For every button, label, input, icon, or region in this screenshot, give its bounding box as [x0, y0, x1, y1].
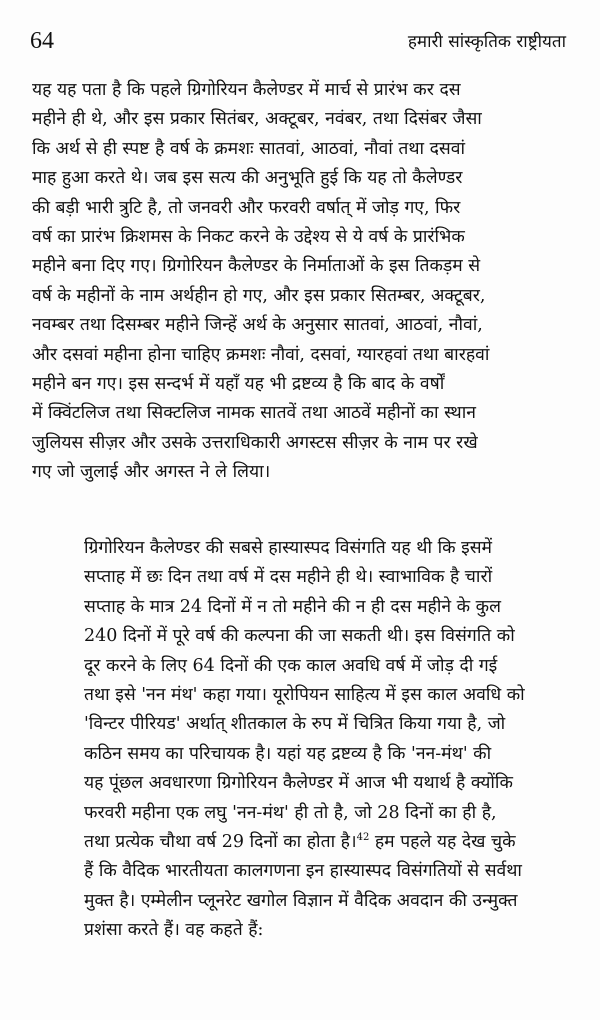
text-line: प्रशंसा करते हैं। वह कहते हैं:	[84, 920, 264, 941]
text-line: कि अर्थ से ही स्पष्ट है वर्ष के क्रमशः सातवां, आठवां, नौवां तथा दसवां	[32, 138, 466, 159]
text-line: कठिन समय का परिचायक है। यहां यह द्रष्टव्य है कि 'नन-मंथ' की	[84, 743, 492, 764]
text-line-with-footnote	[32, 828, 568, 857]
text-segment: हम पहले यह देख चुके	[369, 832, 516, 853]
text-line: वर्ष का प्रारंभ क्रिशमस के निकट करने के उद्देश्य से ये वर्ष के प्रारंभिक	[32, 227, 465, 248]
text-line: जुलियस सीज़र और उसके उत्तराधिकारी अगस्टस सीज़र के नाम पर रखे	[32, 432, 478, 453]
text-line: महीने ही थे, और इस प्रकार सितंबर, अक्टूबर, नवंबर, तथा दिसंबर जैसा	[32, 109, 482, 130]
text-line: और दसवां महीना होना चाहिए क्रमशः नौवां, दसवां, ग्यारहवां तथा बारहवां	[32, 344, 490, 365]
text-line: ग्रिगोरियन कैलेण्डर की सबसे हास्यास्पद विसंगति यह थी कि इसमें	[84, 538, 492, 558]
text-segment: तथा प्रत्येक चौथा वर्ष 29 दिनों का होता है।	[84, 832, 357, 853]
text-line: दूर करने के लिए 64 दिनों की एक काल अवधि वर्ष में जोड़ दी गई	[84, 655, 498, 676]
text-line: वर्ष के महीनों के नाम अर्थहीन हो गए, और इस प्रकार सितम्बर, अक्टूबर,	[32, 285, 486, 306]
text-line: नवम्बर तथा दिसम्बर महीने जिन्हें अर्थ के अनुसार सातवां, आठवां, नौवां,	[32, 315, 483, 336]
text-line: में क्विंटलिज तथा सिक्टलिज नामक सातवें तथा आठवें महीनों का स्थान	[32, 403, 476, 424]
text-line: सप्ताह के मात्र 24 दिनों में न तो महीने की न ही दस महीने के कुल	[84, 596, 501, 617]
text-line: की बड़ी भारी त्रुटि है, तो जनवरी और फरवरी वर्षात् में जोड़ गए, फिर	[32, 197, 461, 218]
text-line: तथा इसे 'नन मंथ' कहा गया। यूरोपियन साहित्य में इस काल अवधि को	[84, 685, 525, 706]
page-number: 64	[30, 28, 54, 54]
text-line: महीने बन गए। इस सन्दर्भ में यहाँ यह भी द्रष्टव्य है कि बाद के वर्षों	[32, 374, 445, 395]
running-title: हमारी सांस्कृतिक राष्ट्रीयता	[407, 32, 566, 52]
text-line: मुक्त है। एम्मेलीन प्लूनरेट खगोल विज्ञान में वैदिक अवदान की उन्मुक्त	[84, 890, 518, 911]
text-line: फरवरी महीना एक लघु 'नन-मंथ' ही तो है, जो 28 दिनों का ही है,	[84, 802, 497, 823]
paragraph-1	[32, 76, 568, 488]
text-line: माह हुआ करते थे। जब इस सत्य की अनुभूति हुई कि यह तो कैलेण्डर	[32, 168, 463, 189]
text-line: 'विन्टर पीरियड' अर्थात् शीतकाल के रुप में चित्रित किया गया है, जो	[84, 714, 506, 735]
footnote-reference: 42	[356, 832, 370, 844]
text-line: सप्ताह में छः दिन तथा वर्ष में दस महीने ही थे। स्वाभाविक है चारों	[84, 567, 493, 588]
paragraph-2	[32, 534, 568, 946]
page-header	[30, 26, 566, 62]
text-line: गए जो जुलाई और अगस्त ने ले लिया।	[32, 462, 271, 483]
text-line: हैं कि वैदिक भारतीयता कालगणना इन हास्यास्पद विसंगतियों से सर्वथा	[84, 861, 522, 882]
text-line: यह पूंछल अवधारणा ग्रिगोरियन कैलेण्डर में आज भी यथार्थ है क्योंकि	[84, 773, 513, 794]
text-line: यह यह पता है कि पहले ग्रिगोरियन कैलेण्डर में मार्च से प्रारंभ कर दस	[32, 80, 461, 100]
text-line: 240 दिनों में पूरे वर्ष की कल्पना की जा सकती थी। इस विसंगति को	[84, 626, 515, 647]
text-line: महीने बना दिए गए। ग्रिगोरियन कैलेण्डर के निर्माताओं के इस तिकड़म से	[32, 256, 481, 277]
